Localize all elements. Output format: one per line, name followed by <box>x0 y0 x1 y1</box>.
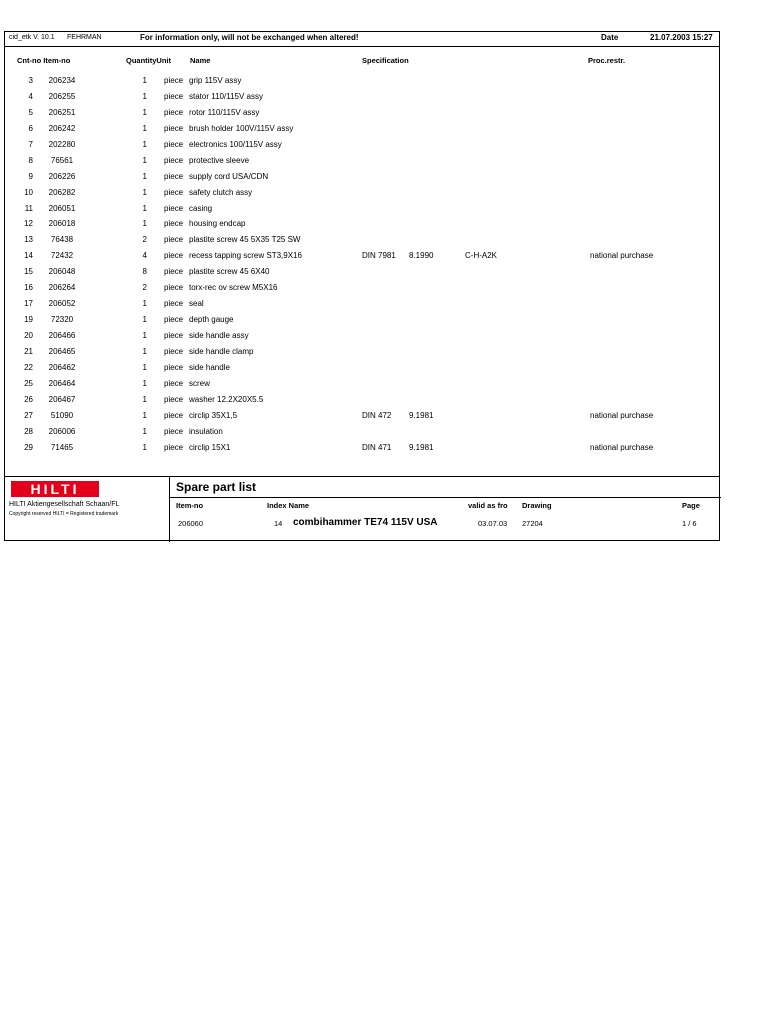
table-row <box>5 315 719 331</box>
table-row <box>5 347 719 363</box>
cell-quantity: 1 <box>142 155 147 165</box>
cell-part-name: side handle <box>189 362 230 372</box>
cell-part-name: circlip 35X1,5 <box>189 410 238 420</box>
cell-part-name: protective sleeve <box>189 155 250 165</box>
cell-item-no: 72320 <box>50 315 74 325</box>
cell-item-no: 206462 <box>48 362 76 372</box>
cell-unit: piece <box>164 362 184 372</box>
cell-unit: piece <box>164 139 184 149</box>
cell-cnt-no: 17 <box>24 299 33 309</box>
table-row <box>5 156 719 172</box>
cell-part-name: supply cord USA/CDN <box>189 171 269 181</box>
cell-item-no: 206051 <box>48 203 76 213</box>
cell-part-name: side handle clamp <box>189 346 254 356</box>
cell-quantity: 1 <box>142 91 147 101</box>
cell-cnt-no: 4 <box>28 91 33 101</box>
cell-unit: piece <box>164 283 184 293</box>
cell-unit: piece <box>164 91 184 101</box>
table-row <box>5 108 719 124</box>
logo-text: HILTI <box>30 481 80 497</box>
cell-cnt-no: 19 <box>24 315 33 325</box>
cell-quantity: 1 <box>142 426 147 436</box>
col-cnt-item: Cnt-no Item-no <box>17 56 71 65</box>
item-no-label: Item-no <box>176 501 204 510</box>
cell-unit: piece <box>164 251 184 261</box>
program-version: cid_etk V. 10.1 <box>9 34 55 41</box>
cell-item-no: 206264 <box>48 283 76 293</box>
cell-spec-standard: DIN 7981 <box>362 251 396 261</box>
cell-quantity: 1 <box>142 171 147 181</box>
cell-part-name: plastite screw 45 5X35 T25 SW <box>189 235 301 245</box>
cell-item-no: 206048 <box>48 267 76 277</box>
cell-cnt-no: 8 <box>28 155 33 165</box>
table-row <box>5 331 719 347</box>
cell-proc-restr: national purchase <box>590 251 654 261</box>
cell-cnt-no: 9 <box>28 171 33 181</box>
index-name-label: Index Name <box>267 501 310 510</box>
table-row <box>5 235 719 251</box>
cell-part-name: stator 110/115V assy <box>189 91 263 101</box>
cell-spec-date: 8.1990 <box>409 251 434 261</box>
valid-label: valid as fro <box>468 501 508 510</box>
cell-cnt-no: 16 <box>24 283 33 293</box>
cell-item-no: 206464 <box>48 378 76 388</box>
cell-item-no: 206242 <box>48 123 76 133</box>
cell-cnt-no: 27 <box>24 410 33 420</box>
col-quantity-unit: QuantityUnit <box>126 56 171 65</box>
product-name: combihammer TE74 115V USA <box>293 517 438 528</box>
valid-value: 03.07.03 <box>478 519 508 528</box>
item-no-value: 206060 <box>178 519 204 528</box>
cell-item-no: 206282 <box>48 187 76 197</box>
footer-divider <box>169 477 170 542</box>
cell-spec-date: 9.1981 <box>409 410 434 420</box>
header-bar <box>5 32 719 47</box>
date-value: 21.07.2003 15:27 <box>650 33 713 42</box>
cell-part-name: seal <box>189 299 204 309</box>
cell-item-no: 206255 <box>48 91 76 101</box>
table-row <box>5 379 719 395</box>
cell-cnt-no: 10 <box>24 187 33 197</box>
cell-unit: piece <box>164 346 184 356</box>
cell-unit: piece <box>164 426 184 436</box>
cell-item-no: 206467 <box>48 394 76 404</box>
cell-cnt-no: 26 <box>24 394 33 404</box>
page-value: 1 / 6 <box>682 519 697 528</box>
cell-cnt-no: 6 <box>28 123 33 133</box>
footer-rule <box>170 497 721 498</box>
cell-item-no: 206226 <box>48 171 76 181</box>
cell-spec-date: 9.1981 <box>409 442 434 452</box>
cell-part-name: casing <box>189 203 213 213</box>
cell-quantity: 1 <box>142 378 147 388</box>
cell-proc-restr: national purchase <box>590 410 654 420</box>
cell-unit: piece <box>164 235 184 245</box>
list-title: Spare part list <box>176 480 257 494</box>
drawing-label: Drawing <box>522 501 552 510</box>
table-row <box>5 283 719 299</box>
cell-cnt-no: 7 <box>28 139 33 149</box>
cell-quantity: 1 <box>142 362 147 372</box>
cell-part-name: rotor 110/115V assy <box>189 107 260 117</box>
cell-unit: piece <box>164 378 184 388</box>
cell-cnt-no: 15 <box>24 267 33 277</box>
cell-part-name: circlip 15X1 <box>189 442 231 452</box>
cell-unit: piece <box>164 219 184 229</box>
cell-part-name: electronics 100/115V assy <box>189 139 282 149</box>
cell-quantity: 1 <box>142 139 147 149</box>
table-row <box>5 124 719 140</box>
company-name: HILTI Aktiengesellschaft Schaan/FL <box>9 501 120 508</box>
cell-cnt-no: 29 <box>24 442 33 452</box>
cell-part-name: grip 115V assy <box>189 76 242 85</box>
cell-quantity: 1 <box>142 107 147 117</box>
cell-item-no: 206018 <box>48 219 76 229</box>
cell-part-name: screw <box>189 378 210 388</box>
cell-part-name: depth gauge <box>189 315 234 325</box>
cell-unit: piece <box>164 410 184 420</box>
cell-cnt-no: 20 <box>24 331 33 340</box>
cell-quantity: 8 <box>142 267 147 277</box>
cell-part-name: housing endcap <box>189 219 246 229</box>
cell-unit: piece <box>164 331 184 340</box>
cell-cnt-no: 25 <box>24 378 33 388</box>
cell-unit: piece <box>164 267 184 277</box>
cell-quantity: 4 <box>142 251 147 261</box>
cell-part-name: plastite screw 45 6X40 <box>189 267 270 277</box>
table-row <box>5 204 719 220</box>
col-name: Name <box>190 56 211 65</box>
drawing-value: 27204 <box>522 519 543 528</box>
cell-cnt-no: 13 <box>24 235 33 245</box>
footer-block <box>5 476 719 542</box>
cell-unit: piece <box>164 315 184 325</box>
index-value: 14 <box>274 519 283 528</box>
cell-unit: piece <box>164 394 184 404</box>
col-proc-restr: Proc.restr. <box>588 56 626 65</box>
cell-part-name: torx-rec ov screw M5X16 <box>189 283 278 293</box>
cell-quantity: 2 <box>142 235 147 245</box>
cell-cnt-no: 12 <box>24 219 33 229</box>
cell-quantity: 1 <box>142 394 147 404</box>
table-row <box>5 267 719 283</box>
cell-unit: piece <box>164 107 184 117</box>
cell-unit: piece <box>164 155 184 165</box>
user-name: FEHRMAN <box>67 34 102 41</box>
cell-quantity: 1 <box>142 442 147 452</box>
cell-part-name: recess tapping screw ST3,9X16 <box>189 251 302 261</box>
cell-unit: piece <box>164 76 184 85</box>
table-row <box>5 299 719 315</box>
cell-quantity: 1 <box>142 331 147 340</box>
table-row <box>5 76 719 92</box>
table-row <box>5 92 719 108</box>
copyright-note: Copyright reserved HILTI = Registered trademark <box>9 511 119 517</box>
cell-proc-restr: national purchase <box>590 442 654 452</box>
cell-unit: piece <box>164 299 184 309</box>
table-row <box>5 140 719 156</box>
cell-unit: piece <box>164 203 184 213</box>
col-specification: Specification <box>362 56 409 65</box>
table-row <box>5 363 719 379</box>
cell-quantity: 1 <box>142 187 147 197</box>
cell-unit: piece <box>164 442 184 452</box>
cell-part-name: insulation <box>189 426 223 436</box>
cell-item-no: 71465 <box>50 442 74 452</box>
spare-part-sheet <box>4 31 720 541</box>
cell-item-no: 76561 <box>50 155 74 165</box>
cell-spec-standard: DIN 471 <box>362 442 392 452</box>
cell-cnt-no: 3 <box>28 76 33 85</box>
cell-cnt-no: 11 <box>24 203 33 213</box>
table-row <box>5 427 719 443</box>
page-label: Page <box>682 501 700 510</box>
cell-quantity: 1 <box>142 76 147 85</box>
cell-quantity: 1 <box>142 203 147 213</box>
cell-item-no: 206465 <box>48 346 76 356</box>
cell-cnt-no: 21 <box>24 346 33 356</box>
cell-item-no: 76438 <box>50 235 74 245</box>
table-row <box>5 411 719 427</box>
table-row <box>5 188 719 204</box>
cell-spec-standard: DIN 472 <box>362 410 392 420</box>
cell-item-no: 51090 <box>50 410 74 420</box>
cell-cnt-no: 28 <box>24 426 33 436</box>
cell-unit: piece <box>164 187 184 197</box>
hilti-logo <box>11 481 99 497</box>
cell-quantity: 2 <box>142 283 147 293</box>
cell-part-name: side handle assy <box>189 331 249 340</box>
table-row <box>5 251 719 267</box>
notice-text: For information only, will not be exchanged when altered! <box>140 33 359 42</box>
cell-part-name: washer 12.2X20X5.5 <box>189 394 264 404</box>
cell-item-no: 72432 <box>50 251 74 261</box>
cell-item-no: 206234 <box>48 76 76 85</box>
cell-unit: piece <box>164 123 184 133</box>
table-row <box>5 219 719 235</box>
table-row <box>5 443 719 459</box>
cell-item-no: 206466 <box>48 331 76 340</box>
table-row <box>5 395 719 411</box>
cell-quantity: 1 <box>142 315 147 325</box>
parts-table <box>5 76 719 459</box>
cell-part-name: safety clutch assy <box>189 187 253 197</box>
table-row <box>5 172 719 188</box>
cell-part-name: brush holder 100V/115V assy <box>189 123 294 133</box>
cell-quantity: 1 <box>142 299 147 309</box>
cell-cnt-no: 5 <box>28 107 33 117</box>
cell-cnt-no: 14 <box>24 251 33 261</box>
cell-item-no: 202280 <box>48 139 76 149</box>
cell-cnt-no: 22 <box>24 362 33 372</box>
cell-quantity: 1 <box>142 346 147 356</box>
cell-quantity: 1 <box>142 219 147 229</box>
cell-item-no: 206006 <box>48 426 76 436</box>
cell-quantity: 1 <box>142 410 147 420</box>
cell-unit: piece <box>164 171 184 181</box>
cell-item-no: 206052 <box>48 299 76 309</box>
date-label: Date <box>601 33 619 42</box>
cell-item-no: 206251 <box>48 107 76 117</box>
cell-quantity: 1 <box>142 123 147 133</box>
cell-spec-material: C-H-A2K <box>465 251 498 261</box>
